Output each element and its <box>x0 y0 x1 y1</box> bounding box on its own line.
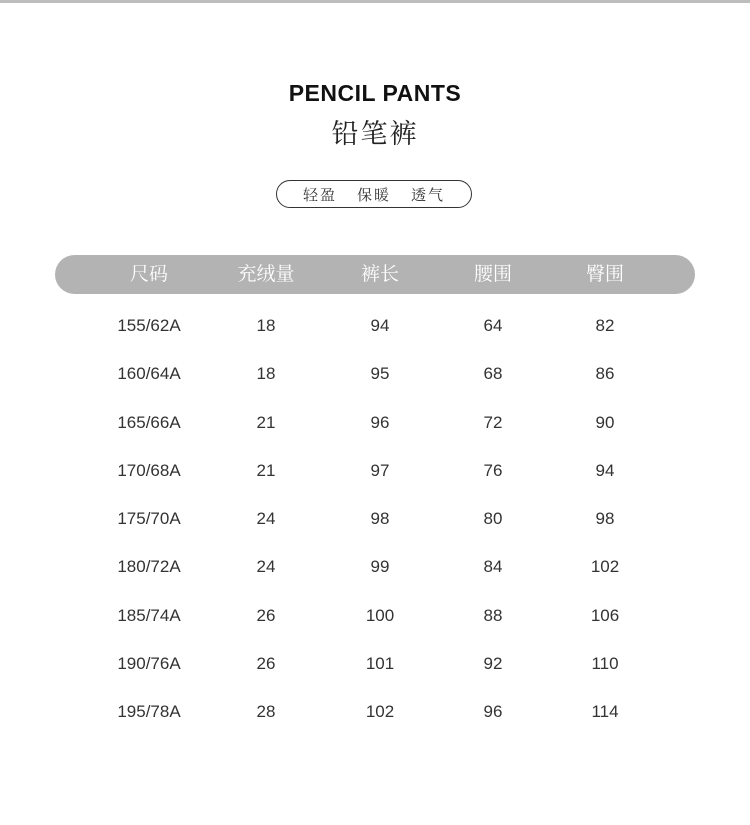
table-row <box>55 543 695 591</box>
cell-pants-length: 99 <box>370 557 390 577</box>
feature-tag: 保暖 <box>356 185 391 204</box>
cell-size: 160/64A <box>117 364 181 384</box>
feature-tags <box>276 180 472 208</box>
cell-down-fill: 24 <box>256 509 276 529</box>
table-row <box>55 302 695 350</box>
cell-size: 180/72A <box>117 557 181 577</box>
cell-pants-length: 101 <box>365 654 395 674</box>
cell-waist: 68 <box>483 364 503 384</box>
cell-waist: 76 <box>483 460 503 480</box>
header-hip: 臀围 <box>585 263 625 285</box>
cell-hip: 82 <box>595 316 615 335</box>
cell-size: 155/62A <box>117 316 181 335</box>
table-row <box>55 592 695 640</box>
header-pants-length: 裤长 <box>360 263 400 285</box>
table-header <box>55 255 695 294</box>
cell-down-fill: 26 <box>256 654 276 674</box>
table-row <box>55 350 695 398</box>
cell-hip: 114 <box>591 702 619 722</box>
cell-hip: 94 <box>595 460 615 480</box>
cell-hip: 106 <box>590 605 620 625</box>
cell-size: 195/78A <box>117 702 181 722</box>
cell-hip: 98 <box>595 509 615 529</box>
cell-waist: 88 <box>483 605 503 625</box>
cell-down-fill: 26 <box>256 605 276 625</box>
table-row <box>55 495 695 543</box>
table-row <box>55 399 695 447</box>
cell-hip: 102 <box>590 557 620 577</box>
cell-down-fill: 28 <box>256 702 276 722</box>
cell-size: 190/76A <box>117 654 181 674</box>
cell-down-fill: 18 <box>256 316 276 335</box>
page-title-cn: 铅笔裤 <box>331 119 419 150</box>
header-size: 尺码 <box>129 263 169 285</box>
cell-size: 165/66A <box>117 412 181 432</box>
cell-waist: 92 <box>483 654 503 674</box>
cell-pants-length: 97 <box>370 460 390 480</box>
header-waist: 腰围 <box>473 263 513 285</box>
cell-pants-length: 96 <box>370 412 390 432</box>
top-divider <box>0 0 750 3</box>
cell-down-fill: 18 <box>256 364 276 384</box>
page-title-en: PENCIL PANTS <box>288 80 462 106</box>
table-row <box>55 447 695 495</box>
cell-waist: 64 <box>483 316 503 335</box>
feature-tag: 透气 <box>411 185 446 204</box>
cell-down-fill: 24 <box>256 557 276 577</box>
table-row <box>55 640 695 688</box>
cell-pants-length: 95 <box>370 364 390 384</box>
cell-down-fill: 21 <box>256 460 276 480</box>
table-row <box>55 688 695 736</box>
cell-hip: 90 <box>595 412 615 432</box>
size-table <box>55 255 695 737</box>
cell-waist: 72 <box>483 412 503 432</box>
feature-tag: 轻盈 <box>302 185 337 204</box>
table-body <box>55 302 695 737</box>
cell-size: 170/68A <box>117 460 181 480</box>
cell-hip: 110 <box>591 654 619 674</box>
cell-down-fill: 21 <box>256 412 276 432</box>
cell-size: 175/70A <box>117 509 181 529</box>
cell-hip: 86 <box>595 364 615 384</box>
cell-pants-length: 100 <box>365 605 395 625</box>
header-down-fill: 充绒量 <box>237 263 295 285</box>
cell-pants-length: 98 <box>370 509 390 529</box>
cell-size: 185/74A <box>117 605 181 625</box>
cell-pants-length: 94 <box>370 316 390 335</box>
cell-pants-length: 102 <box>365 702 395 722</box>
cell-waist: 96 <box>483 702 503 722</box>
cell-waist: 84 <box>483 557 503 577</box>
cell-waist: 80 <box>483 509 503 529</box>
